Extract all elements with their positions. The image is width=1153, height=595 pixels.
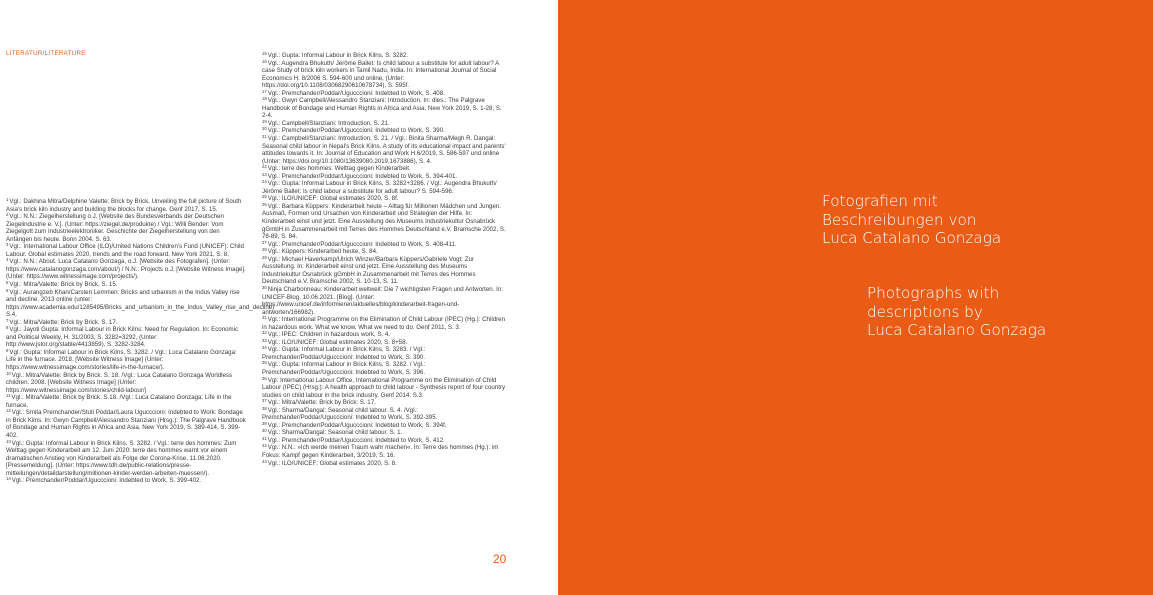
left-page [0,0,558,595]
footnote-text: Vgl.: Gupta: Informal Labour in Brick Kilns, S. 3282. / Vgl.: terre des hommes: Zum Welttag gegen Kinderarbeit am 12. Juni 2020: terre des hommes warnt vor einem dramatischen Anstieg von Kinderarbeit als Folge der Corona-Krise, 11.06.2020. [Pressemeldung]. (Unter: https://www.tdh.de/public-relations/presse-mitteilungen/detaildarstellung/millionen-kinder-werden-arbeiten-muessen/). [6,439,237,477]
footnote-text: Vgl.: Premchander/Poddar/Ugucccioni: Indebted to Work, S. 394-401. [267,172,458,180]
footnote-text: Vgl.: Mitra/Valette: Brick by Brick, S. 15. [9,281,118,289]
title-german [822,192,1001,248]
footnote-text: Vgl.: Mitra/Valette: Brick by Brick. S. 18. /Vgl.: Luca Catalano Gonzaga Worldless children. 2008. [Website Witness Image] (Unter: https://www.witnessimage.com/stories/child-labour/) [6,371,233,394]
footnote-text: Vgl.: Sharma/Dangal: Seasonal child labour. S. 1. [267,429,403,437]
page-number: 20 [493,552,507,566]
title-line: Fotografien mit [822,192,938,210]
footnote-text: Vgl.: ILO/UNICEF: Global estimates 2020, S. 8. [267,459,397,467]
footnote-text: Vgl.: Premchander/Poddar/Ugucccioni: Indebted to Work, S. 399-402. [11,477,202,485]
footnote-number: 9 [6,347,9,353]
footnote-number: 37 [262,398,267,404]
footnote [262,444,507,459]
footnote-text: Vgl.: Mitra/Valette: Brick by Brick. S. 17. [9,318,118,326]
footnote [262,407,507,422]
footnote-number: 34 [262,345,267,351]
footnote [262,346,507,361]
footnote-number: 27 [262,239,267,245]
footnote [6,326,246,349]
footnote-number: 1 [6,197,9,202]
footnote [262,399,507,407]
footnote-text: Vgl.: Gupta: Informal Labour in Brick Kilns, S. 3282. [267,52,409,59]
footnote-number: 3 [6,242,9,248]
footnote-number: 14 [6,476,11,482]
footnote-number: 13 [6,438,11,444]
footnote-number: 25 [262,194,267,200]
footnote-text: Vgl.: Campbell/Stanziani: Introduction, S. 21. / Vgl.: Binita Sharma/Megh R. Dangal: Seasonal child labour in Nepal's Brick Kilns. A study of its educational impact and parents' attitudes towards it. In: Journal of Education and Work H.6/2019, S. 586-597 und online (Unter: https://doi.org/10.1080/13639080.2019.1673886), S. 4. [262,135,506,165]
footnote-number: 16 [262,58,267,64]
footnote-text: Ninja Charbonneau: Kinderarbeit weltweit: Die 7 wichtigsten Fragen und Antworten. In: UNICEF-Blog, 10.06.2021. [Blog]. (Unter: https://www.unicef.de/informieren/aktuelles/blog/kinderarbeit-fragen-und-antworten/166982). [262,285,503,316]
footnotes-column-2 [262,52,507,542]
footnote-text: Vgl.: Gupta: Informal Labour in Brick Kilns, S. 3282. / Vgl.: Premchander/Poddar/Ugucccioni: Indebted to Work, S. 396. [262,361,426,376]
footnote [262,165,507,173]
footnote [6,349,246,372]
footnote-number: 5 [6,280,9,286]
footnote-number: 29 [262,254,267,260]
footnote-number: 24 [262,179,267,185]
footnote [262,331,507,339]
title-line: descriptions by [867,302,983,321]
footnote-text: Vgl.: Gupta: Informal Labour in Brick Kilns, S. 3282. / Vgl.: Luca Catalano Gonzaga: Life in the furnace. 2018. [Website Witness Image] (Unter: https://www.witnessimage.com/stories/life-in-the-furnace/). [6,348,237,372]
title-line: Luca Catalano Gonzaga [822,229,1002,247]
footnote-number: 30 [262,284,267,290]
right-page [558,0,1153,595]
footnote-text: Vgl: International Labour Office, International Programme on the Elimination of Child Labour (IPEC) (Hrsg.): A health approach to child labour - Synthesis report of four country studies on child labour in the brick industry. Genf 2014. S.3. [262,376,506,399]
footnote-text: Vgl.: Sharma/Dangal: Seasonal child labour. S. 4. /Vgl.: Premchander/Poddar/Ugucccioni: Indebted to Work, S. 392-395. [262,406,438,422]
footnote-number: 26 [262,201,267,207]
footnote-text: Vgl.: Gwyn Campbell/Alessandro Stanziani: Introduction. In: dies.: The Palgrave Handbook of Bondage and Human Rights in Africa and Asia. New York 2019, S. 1-28, S. 2-4. [262,97,502,120]
footnote-number: 40 [262,428,267,434]
footnote [6,258,246,281]
footnote-text: Vgl.: International Programme on the Elimination of Child Labour (IPEC) (Hg.): Children in hazardous work. What we know, What we need to do. Genf 2011, S. 3. [262,316,505,331]
footnote-number: 31 [262,315,267,321]
footnote [6,372,246,395]
footnote-number: 2 [6,212,9,218]
footnote-number: 39 [262,420,267,426]
footnote [262,256,507,286]
title-english [867,284,1046,340]
footnote-number: 33 [262,337,267,343]
footnote-text: Vgl.: N.N.: About. Luca Catalano Gonzaga, o.J. [Website des Fotografen]. (Unter: https://www.catalanogonzaga.com/about/) / N.N.: Projects o.J. [Website Witness Image]. (Unter: https://www.witnessimage.com/projects/). [6,258,246,281]
footnote-text: Vgl.: N.N.: Ziegelherstellung o.J. [Website des Bundesverbands der Deutschen Ziegelindustrie e. V.]. (Unter: https://ziegel.de/produkte) / Vgl.: Willi Bender: Vom Ziegelgott zum Industrieelektroniker. Geschichte der Ziegelherstellung von den Anfängen bis heute. Bonn 2004. S. 63. [6,213,224,243]
footnote [6,198,246,213]
footnote-text: Vgl.: Gupta: Informal Labour in Brick Kilns, S. 3282+3286. / Vgl.: Augendra Bhukuth/ Jérôme Ballet: Is child labour a substitute for adult labour? S. 594-596. [262,180,497,195]
footnote [6,243,246,258]
footnote-text: Vgl.: Mitra/Valette: Brick by Brick: S. 17. [267,399,376,407]
footnote [262,286,507,316]
footnote [262,127,507,135]
footnote-text: Vgl.: IPEC: Children in hazardous work, S. 4. [267,331,390,339]
footnote [262,135,507,165]
footnote-number: 18 [262,96,267,102]
footnote-text: Vgl.: Barbara Küppers: Kinderarbeit heute – Alltag für Millionen Mädchen und Jungen. Ausmaß, Formen und Ursachen von Kinderarbeit und Strategien der Hilfe. In: Kinderarbeit einst und jetzt. Eine Ausstellung des Museums Industriekultur Osnabrück gGmbH in Zusammenarbeit mit Terres des Hommes Deutschland e.V. Bramsche 2002, S. 78-89, S. 84. [262,202,506,241]
footnote-text: Vgl.: Küppers: Kinderarbeit heute, S. 84. [267,248,378,256]
footnote [262,361,507,376]
title-line: Luca Catalano Gonzaga [867,321,1047,339]
footnote [262,60,507,90]
footnote-text: Vgl.: Augendra Bhukuth/ Jérôme Ballet: Is child labour a substitute for adult labour? A case Study of brick kiln workers in Tamil Nadu, India. In: International Journal of Social Economics H. 8/2006 S. 594-600 und online, (Unter: https://doi.org/10.1108/03068290610678734), S. 595f. [262,59,499,90]
footnote-text: Vgl.: Michael Haverkamp/Ulrich Winzer/Barbara Küppers/Gabriele Vogt: Zur Ausstellung. In: Kinderarbeit einst und jetzt. Eine Ausstellung des Museums Industriekultur Osnabrück gGmbH in Zusammenarbeit mit Terres des Hommes Deutschland e.V. Bramsche 2002, S. 10-13, S. 11. [262,255,476,286]
footnote-number: 43 [262,458,267,464]
footnote-text: Vgl.: N.N.: »Ich werde meinen Traum wahr machen«. In: Terre des hommes (Hg.): im Fokus: Kampf gegen Kinderarbeit, 3/2019, S. 16. [262,444,499,459]
footnote-number: 12 [6,408,11,414]
footnote-text: Vgl.: terre des hommes: Welttag gegen Kinderarbeit. [267,165,411,173]
footnote-number: 23 [262,171,267,177]
footnote [262,316,507,331]
footnote-number: 36 [262,375,267,381]
footnote [262,195,507,203]
footnote-text: Vgl.: Aurangzeb Khan/Carsten Lemmen: Bricks and urbanism in the Indus Valley rise and decline. 2013 online (unter: https://www.academia.edu/1285495/Bricks_and_urbanism_in_the_Indus_Valley_rise_and_decline) S.4. [6,288,275,319]
footnote-number: 38 [262,405,267,411]
footnote-number: 7 [6,317,9,323]
footnote [6,394,246,409]
footnote-number: 20 [262,126,267,132]
footnote-number: 41 [262,435,267,441]
footnote-text: Vgl.: International Labour Office (ILO)/United Nations Children's Fund (UNICEF): Child Labour. Global estimates 2020, trends and the road forward. New York 2021, S. 8. [6,243,244,258]
section-label: LITERATUR/LITERATURE [6,50,86,57]
footnote [262,203,507,241]
footnote [262,97,507,120]
footnote-text: Vgl.: Premchander/Poddar/Ugucccioni: Indebted to Work, S. 394f. [267,421,447,429]
footnote [262,377,507,400]
footnote [6,213,246,243]
footnote-text: Vgl.: Premchander/Poddar/Ugucccioni: Indebted to Work, S. 390. [267,127,445,135]
footnote [6,281,246,289]
footnote-text: Vgl.: Smita Premchander/Stuti Poddar/Laura Ugucccioni: Indebted to Work: Bondage in Brick Kilns. In: Gwyn Campbell/Alessandro Stanziani (Hrsg.): The Palgrave Handbook of Bondage and Human Rights in Africa and Asia. New York 2019, S. 389-414, S. 399-402. [6,409,246,439]
footnote [6,440,246,478]
footnote-text: Vgl.: Premchander/Poddar/Ugucccioni: Indebted to Work, S. 412. [267,436,445,444]
footnote-number: 21 [262,134,267,140]
footnote-text: Vgl.: Dakhina Mitra/Delphine Valette: Brick by Brick. Unveiling the full picture of South Asia's brick kiln industry and building the blocks for change. Genf 2017, S. 15. [6,198,242,213]
footnote-text: Vgl.: Gupta: Informal Labour in Brick Kilns, S. 3283. / Vgl.: Premchander/Poddar/Ugucccioni: Indebted to Work, S. 390. [262,346,426,361]
footnote-number: 22 [262,164,267,170]
footnote-text: Vgl.: ILO/UNICEF: Global estimates 2020, S. 8f. [267,195,399,203]
footnote-number: 10 [6,370,11,376]
footnote [262,429,507,437]
footnote-number: 4 [6,257,9,263]
footnote-number: 28 [262,247,267,253]
footnote [262,248,507,256]
footnote-text: Vgl.: Jayoti Gupta: Informal Labour in Brick Kilns: Need for Regulation. In: Economic and Political Weekly, H. 31/2003, S. 3282=3292, (Unter: http://www.jstor.org/stable/4413859), S. 3282-3284. [6,326,239,349]
footnote [262,460,507,468]
title-line: Beschreibungen von [822,210,977,229]
footnote-number: 6 [6,287,9,293]
footnote-number: 42 [262,443,267,449]
footnote-text: Vgl.: ILO/UNICEF: Global estimates 2020, S. 8+58. [267,338,408,346]
footnote-text: Vgl.: Premchander/Poddar/Ugucccioni: Indebted to Work, S. 408-411. [267,240,457,248]
footnote-number: 32 [262,330,267,336]
footnote-text: Vgl.: Campbell/Stanziani: Introduction, S. 21. [267,119,390,127]
title-line: Photographs with [867,284,1000,302]
footnote [6,477,246,485]
footnote-text: Vgl.: Premchander/Poddar/Ugucccioni: Indebted to Work, S. 408. [267,89,445,97]
footnote-number: 11 [6,393,11,399]
footnote-number: 17 [262,88,267,94]
footnote-text: Vgl.: Mitra/Valette: Brick by Brick. S.18. /Vgl.: Luca Catalano Gonzaga: Life in the furnace. [6,394,232,409]
footnote-number: 15 [262,51,267,56]
footnote-number: 19 [262,118,267,124]
footnote [262,180,507,195]
footnote [6,409,246,439]
footnote-number: 8 [6,325,9,331]
footnote-number: 35 [262,360,267,366]
footnote [262,52,507,60]
